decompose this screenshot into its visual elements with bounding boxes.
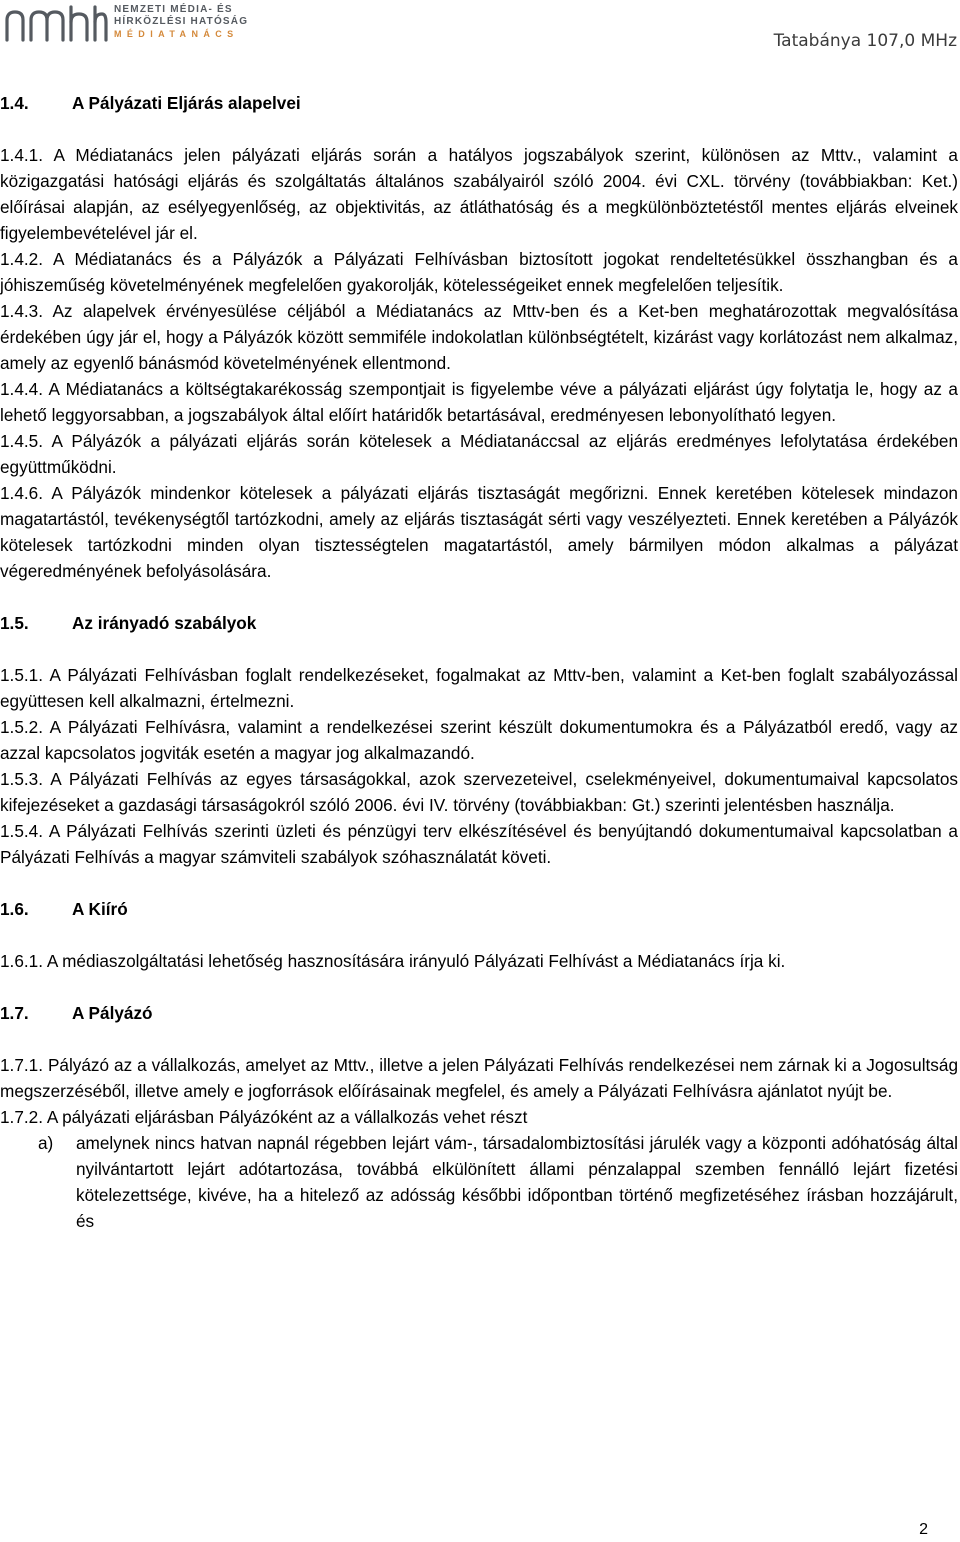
logo-line-1: NEMZETI MÉDIA- ÉS — [114, 4, 233, 15]
page-number: 2 — [919, 1521, 928, 1538]
section-title: Az irányadó szabályok — [72, 613, 257, 633]
document-body — [0, 90, 958, 1234]
list-item-text: amelynek nincs hatvan napnál régebben lejárt vám-, társadalombiztosítási járulék vagy a központi adóhatóság által nyilvántartott lejárt adótartozása, továbbá elkülönített állami pénzalappal szemben fennálló lejárt fizetési kötelezettsége, kivéve, ha a hitelező az adósság későbbi időpontban történő megfizetéséhez írásban hozzájárult, és — [76, 1133, 958, 1231]
paragraph: 1.4.5. A Pályázók a pályázati eljárás során kötelesek a Médiatanáccsal az eljárás eredményes lefolytatása érdekében együttműködni. — [0, 431, 958, 477]
station-label: Tatabánya 107,0 MHz — [773, 31, 957, 51]
paragraph: 1.4.3. Az alapelvek érvényesülése céljából a Médiatanács az Mttv-ben és a Ket-ben meghatározottak megvalósítása érdekében úgy jár el, hogy a Pályázók között semmiféle indokolatlan különbségtételt, kizárást vagy korlátozást nem alkalmaz, amely az egyenlő bánásmód követelményének ellentmond. — [0, 301, 958, 373]
page-header — [0, 0, 960, 70]
paragraph: 1.6.1. A médiaszolgáltatási lehetőség hasznosítására irányuló Pályázati Felhívást a Médiatanács írja ki. — [0, 951, 786, 971]
section-number: 1.6. — [0, 899, 29, 919]
paragraph: 1.7.1. Pályázó az a vállalkozás, amelyet az Mttv., illetve a jelen Pályázati Felhívás rendelkezései nem zárnak ki a Jogosultság megszerzéséből, illetve amely e jogforrások előírásainak megfelel, és amely a Pályázati Felhívásra ajánlatot nyújt be. — [0, 1055, 958, 1101]
section-title: A Pályázó — [72, 1003, 153, 1023]
list-marker: a) — [38, 1133, 54, 1153]
section-heading — [0, 90, 958, 116]
section-number: 1.5. — [0, 613, 29, 633]
paragraph: 1.5.1. A Pályázati Felhívásban foglalt rendelkezéseket, fogalmakat az Mttv-ben, valamint a Ket-ben foglalt szabályozással együttesen kell alkalmazni, értelmezni. — [0, 665, 958, 711]
section-title: A Kiíró — [72, 899, 128, 919]
nmhh-logo-icon — [4, 4, 108, 44]
list-item — [0, 1130, 958, 1234]
paragraph: 1.5.4. A Pályázati Felhívás szerinti üzleti és pénzügyi terv elkészítésével és benyújtandó dokumentumaival kapcsolatban a Pályázati Felhívás a magyar számviteli szabályok szóhasználatát követi. — [0, 821, 958, 867]
section-heading — [0, 610, 958, 636]
paragraph: 1.5.2. A Pályázati Felhívásra, valamint a rendelkezései szerint készült dokumentumokra és a Pályázatból eredő, vagy az azzal kapcsolatos jogviták esetén a magyar jog alkalmazandó. — [0, 717, 958, 763]
paragraph: 1.7.2. A pályázati eljárásban Pályázóként az a vállalkozás vehet részt — [0, 1107, 528, 1127]
paragraph: 1.4.1. A Médiatanács jelen pályázati eljárás során a hatályos jogszabályok szerint, különösen az Mttv., valamint a közigazgatási hatósági eljárás és szolgáltatás általános szabályairól szóló 2004. évi CXL. törvény (továbbiakban: Ket.) előírásai alapján, az esélyegyenlőség, az objektivitás, az átláthatóság és a megkülönböztetéstől mentes eljárás elveinek figyelembevételével jár el. — [0, 145, 958, 243]
nmhh-logo — [4, 0, 254, 52]
section-heading — [0, 1000, 958, 1026]
paragraph: 1.5.3. A Pályázati Felhívás az egyes társaságokkal, azok szervezeteivel, cselekményeivel, dokumentumaival kapcsolatos kifejezéseket a gazdasági társaságokról szóló 2006. évi IV. törvény (továbbiakban: Gt.) szerinti jelentésben használja. — [0, 769, 958, 815]
paragraph: 1.4.4. A Médiatanács a költségtakarékosság szempontjait is figyelembe véve a pályázati eljárást úgy folytatja le, hogy az a lehető leggyorsabban, a jogszabályok által előírt határidők betartásával, eredményesen lebonyolítható legyen. — [0, 379, 958, 425]
section-number: 1.7. — [0, 1003, 29, 1023]
paragraph: 1.4.6. A Pályázók mindenkor kötelesek a pályázati eljárás tisztaságát megőrizni. Ennek keretében kötelesek mindazon magatartástól, tevékenységtől tartózkodni, amely az eljárás tisztaságát sérti vagy veszélyezteti. Ennek keretében a Pályázók kötelesek tartózkodni minden olyan tisztességtelen magatartástól, amely bármilyen módon alkalmas a pályázat végeredményének befolyásolására. — [0, 483, 958, 581]
logo-line-2: HÍRKÖZLÉSI HATÓSÁG — [114, 16, 249, 27]
section-number: 1.4. — [0, 93, 29, 113]
paragraph: 1.4.2. A Médiatanács és a Pályázók a Pályázati Felhívásban biztosított jogokat rendeltetésükkel összhangban és a jóhiszeműség követelményének megfelelően gyakorolják, kötelességeiket ennek megfelelően teljesítik. — [0, 249, 958, 295]
logo-text — [114, 4, 248, 40]
section-title: A Pályázati Eljárás alapelvei — [72, 93, 301, 113]
section-heading — [0, 896, 958, 922]
logo-line-3: MÉDIATANÁCS — [114, 29, 239, 39]
